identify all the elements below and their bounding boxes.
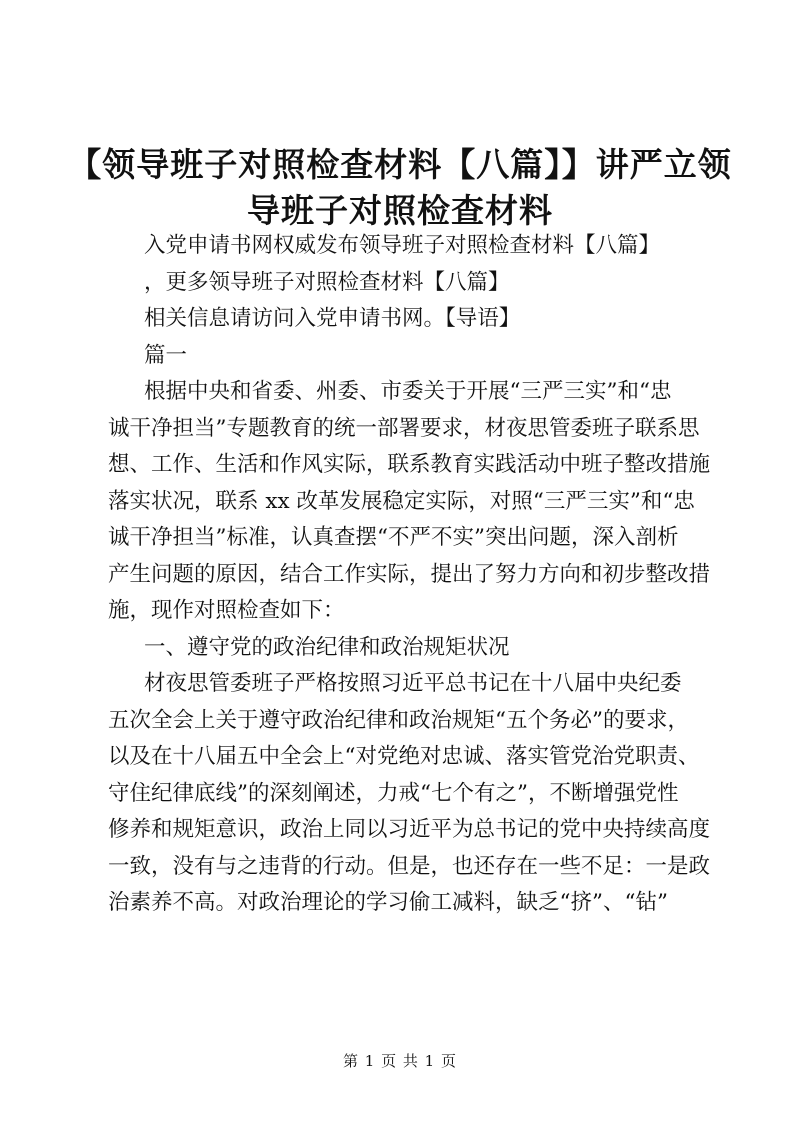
text-line: 想、工作、生活和作风实际，联系教育实践活动中班子整改措施 <box>108 452 711 477</box>
document-body <box>108 228 748 922</box>
text-line: 材夜思管委班子严格按照习近平总书记在十八届中央纪委 <box>144 671 682 696</box>
text-line: 入党申请书网权威发布领导班子对照检查材料【八篇】 <box>144 233 661 258</box>
text-line: 一、遵守党的政治纪律和政治规矩状况 <box>144 634 510 660</box>
title-line-2: 导班子对照检查材料 <box>247 191 553 230</box>
text-line: 诚干净担当”标准，认真查摆“不严不实”突出问题，深入剖析 <box>108 525 679 550</box>
text-line: 修养和规矩意识，政治上同以习近平为总书记的党中央持续高度 <box>108 817 711 842</box>
text-line: 落实状况，联系 xx 改革发展稳定实际，对照“三严三实”和“忠 <box>108 488 695 514</box>
section-heading-part-one <box>108 338 748 375</box>
text-line: 诚干净担当”专题教育的统一部署要求，材夜思管委班子联系思 <box>108 415 700 441</box>
paragraph-discipline-continued <box>108 703 748 922</box>
text-line: 以及在十八届五中全会上“对党绝对忠诚、落实管党治党职责、 <box>108 744 700 769</box>
document-title <box>60 142 740 234</box>
paragraph-background-continued <box>108 411 748 630</box>
text-line: 根据中央和省委、州委、市委关于开展“三严三实”和“忠 <box>144 379 672 404</box>
text-line: 篇一 <box>144 342 188 368</box>
text-line: ，更多领导班子对照检查材料【八篇】 <box>144 269 510 295</box>
paragraph-intro-1 <box>108 228 748 265</box>
text-line: 治素养不高。对政治理论的学习偷工减料，缺乏“挤”、“钻” <box>108 890 668 915</box>
text-line: 产生问题的原因，结合工作实际，提出了努力方向和初步整改措 <box>108 561 711 587</box>
paragraph-intro-2 <box>108 265 748 302</box>
section-heading-discipline <box>108 630 748 667</box>
text-line: 施，现作对照检查如下： <box>108 598 345 623</box>
page-number-footer: 第 1 页 共 1 页 <box>343 1052 457 1070</box>
text-line: 相关信息请访问入党申请书网。【导语】 <box>144 306 521 331</box>
text-line: 五次全会上关于遵守政治纪律和政治规矩“五个务必”的要求， <box>108 707 689 733</box>
title-line-1: 【领导班子对照检查材料【八篇】】讲严立领 <box>68 145 732 184</box>
paragraph-intro-3 <box>108 301 748 338</box>
text-line: 一致，没有与之违背的行动。但是，也还存在一些不足：一是政 <box>108 853 711 879</box>
paragraph-background-first-line <box>108 374 748 411</box>
paragraph-discipline-first-line <box>108 666 748 703</box>
text-line: 守住纪律底线”的深刻阐述，力戒“七个有之”，不断增强党性 <box>108 780 679 806</box>
